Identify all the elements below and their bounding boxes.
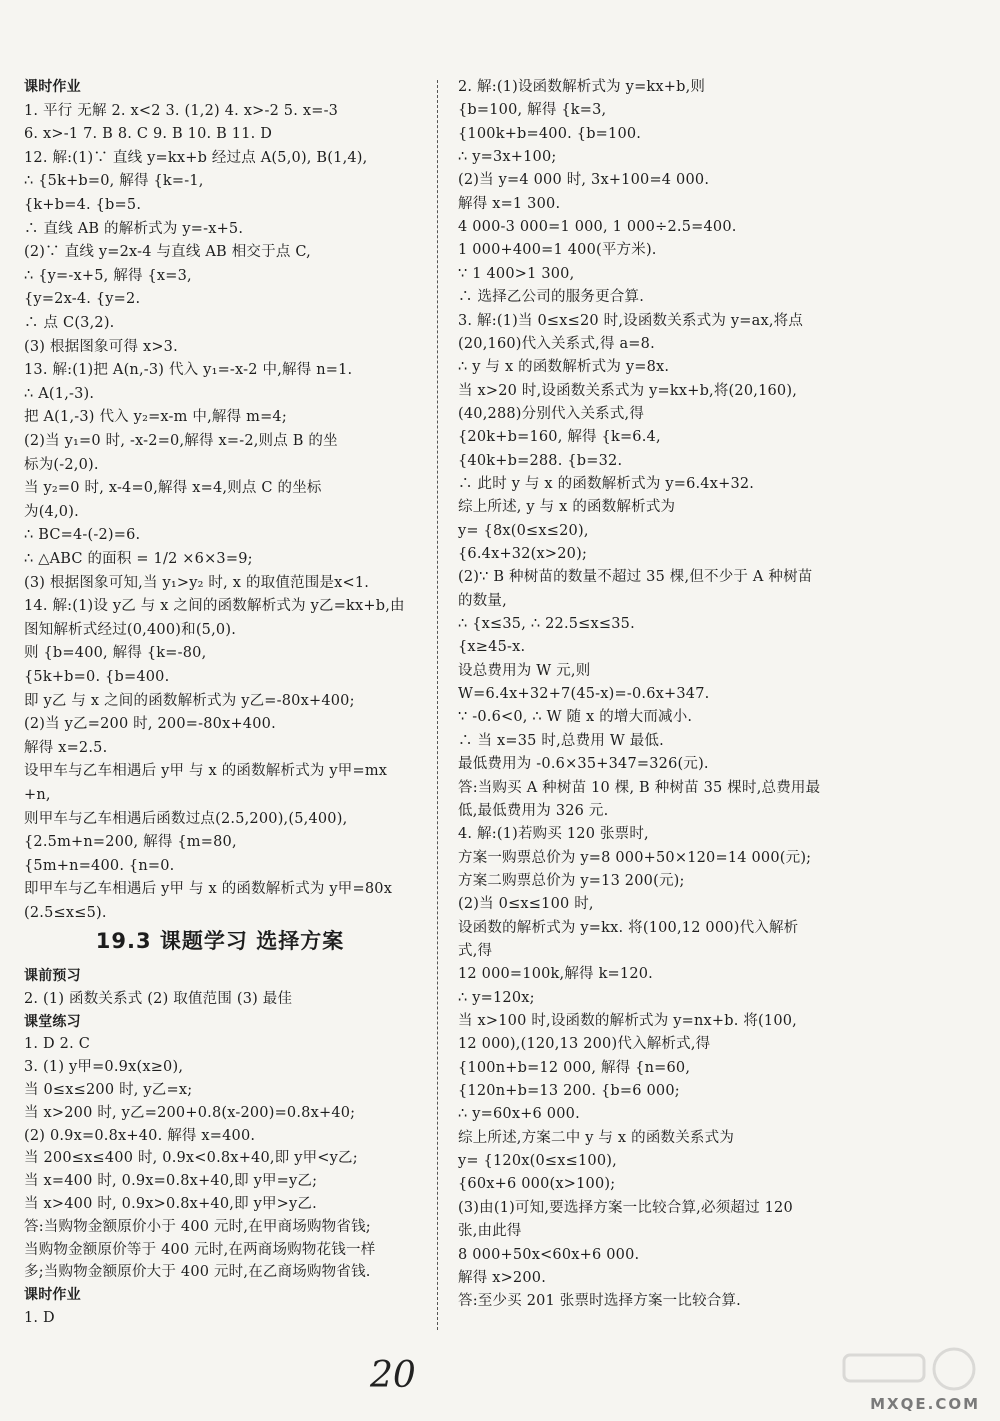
text-line: (2)当 y=4 000 时, 3x+100=4 000. (458, 172, 710, 189)
text-line: ∴ {x≤35, ∴ 22.5≤x≤35. (458, 616, 635, 633)
text-line: 当 x=400 时, 0.9x=0.8x+40,即 y甲=y乙; (24, 1173, 318, 1190)
text-line: ∴ y=60x+6 000. (458, 1106, 580, 1123)
text-line: 设总费用为 W 元,则 (458, 662, 591, 679)
text-line: 解得 x=2.5. (24, 739, 108, 756)
text-line: 3. (1) y甲=0.9x(x≥0), (24, 1059, 184, 1076)
text-line: 设甲车与乙车相遇后 y甲 与 x 的函数解析式为 y甲=mx (24, 763, 388, 780)
section-label: 课时作业 (24, 79, 81, 95)
text-line: 4. 解:(1)若购买 120 张票时, (458, 826, 649, 843)
text-line: ∴ {5k+b=0, 解得 {k=-1, (24, 173, 204, 190)
text-line: 综上所述,方案二中 y 与 x 的函数关系式为 (458, 1129, 735, 1146)
text-line: 当购物金额原价等于 400 元时,在两商场购物花钱一样 (24, 1241, 376, 1258)
text-line: 2. (1) 函数关系式 (2) 取值范围 (3) 最佳 (24, 990, 293, 1007)
text-line: ∴ A(1,-3). (24, 385, 95, 402)
text-line: (2.5≤x≤5). (24, 905, 107, 921)
text-line: {120n+b=13 200. {b=6 000; (458, 1083, 680, 1100)
text-line: 2. 解:(1)设函数解析式为 y=kx+b,则 (458, 79, 706, 95)
text-line: 则甲车与乙车相遇后函数过点(2.5,200),(5,400), (24, 810, 348, 827)
text-line: 1. D (24, 1310, 55, 1326)
text-line: 综上所述, y 与 x 的函数解析式为 (458, 499, 676, 516)
page-number: 20 (370, 1355, 416, 1396)
text-line: 解得 x>200. (458, 1269, 547, 1286)
text-line: 解得 x=1 300. (458, 195, 561, 212)
text-line: ∴ 选择乙公司的服务更合算. (458, 289, 645, 306)
text-line: 当 x>200 时, y乙=200+0.8(x-200)=0.8x+40; (24, 1104, 356, 1121)
text-line: 即 y乙 与 x 之间的函数解析式为 y乙=-80x+400; (24, 692, 355, 709)
text-line: (2)当 0≤x≤100 时, (458, 896, 594, 913)
text-line: {100n+b=12 000, 解得 {n=60, (458, 1059, 691, 1076)
text-line: W=6.4x+32+7(45-x)=-0.6x+347. (458, 686, 710, 703)
section-heading: 19.3 课题学习 选择方案 (95, 929, 345, 953)
text-line: ∴ {y=-x+5, 解得 {x=3, (24, 267, 192, 284)
text-line: 14. 解:(1)设 y乙 与 x 之间的函数解析式为 y乙=kx+b,由 (24, 598, 405, 615)
text-line: 12 000=100k,解得 k=120. (458, 966, 653, 983)
text-line: 最低费用为 -0.6×35+347=326(元). (458, 756, 709, 773)
text-line: ∴ △ABC 的面积 = 1/2 ×6×3=9; (24, 551, 253, 567)
text-line: {5k+b=0. {b=400. (24, 669, 170, 685)
text-line: 当 x>100 时,设函数的解析式为 y=nx+b. 将(100, (458, 1013, 797, 1029)
text-line: 当 200≤x≤400 时, 0.9x<0.8x+40,即 y甲<y乙; (24, 1150, 358, 1167)
text-line: 1 000+400=1 400(平方米). (458, 242, 657, 259)
text-line: (2) 0.9x=0.8x+40. 解得 x=400. (24, 1127, 256, 1144)
text-line: 把 A(1,-3) 代入 y₂=x-m 中,解得 m=4; (24, 409, 287, 426)
text-line: (2)当 y乙=200 时, 200=-80x+400. (24, 716, 276, 733)
text-line: 当 0≤x≤200 时, y乙=x; (24, 1082, 193, 1098)
text-line: {y=2x-4. {y=2. (24, 291, 141, 308)
text-line: 方案一购票总价为 y=8 000+50×120=14 000(元); (458, 849, 812, 866)
text-line: {6.4x+32(x>20); (458, 546, 588, 562)
section-label: 课堂练习 (24, 1013, 81, 1030)
section-label: 课时作业 (24, 1287, 81, 1304)
section-label: 课前预习 (24, 968, 81, 984)
watermark-text: MXQE.COM (870, 1395, 980, 1413)
text-line: 1. 平行 无解 2. x<2 3. (1,2) 4. x>-2 5. x=-3 (24, 102, 339, 119)
text-line: (3) 根据图象可知,当 y₁>y₂ 时, x 的取值范围是x<1. (24, 574, 370, 591)
text-line: {5m+n=400. {n=0. (24, 857, 175, 874)
text-line: 1. D 2. C (24, 1036, 91, 1053)
text-line: (2)当 y₁=0 时, -x-2=0,解得 x=-2,则点 B 的坐 (24, 433, 338, 449)
text-line: {60x+6 000(x>100); (458, 1176, 616, 1193)
text-line: 4 000-3 000=1 000, 1 000÷2.5=400. (458, 219, 737, 236)
text-line: (2)∵ 直线 y=2x-4 与直线 AB 相交于点 C, (24, 244, 311, 261)
text-line: (2)∵ B 种树苗的数量不超过 35 棵,但不少于 A 种树苗 (458, 569, 813, 586)
text-line: 标为(-2,0). (24, 456, 99, 473)
text-line: 图知解析式经过(0,400)和(5,0). (24, 621, 237, 638)
text-line: {20k+b=160, 解得 {k=6.4, (458, 429, 661, 446)
text-line: 的数量, (458, 592, 507, 609)
text-line: 式,得 (458, 942, 493, 959)
text-line: 8 000+50x<60x+6 000. (458, 1246, 640, 1263)
text-line: (3) 根据图象可得 x>3. (24, 338, 178, 355)
text-line: 答:至少买 201 张票时选择方案一比较合算. (458, 1293, 741, 1310)
text-line: 当 y₂=0 时, x-4=0,解得 x=4,则点 C 的坐标 (24, 480, 322, 497)
text-line: 答:当购买 A 种树苗 10 棵, B 种树苗 35 棵时,总费用最 (458, 779, 821, 796)
column-divider (437, 80, 438, 1330)
text-line: 13. 解:(1)把 A(n,-3) 代入 y₁=-x-2 中,解得 n=1. (24, 362, 353, 379)
text-line: ∴ BC=4-(-2)=6. (24, 527, 141, 544)
text-line: 低,最低费用为 326 元. (458, 802, 609, 819)
text-line: ∴ 当 x=35 时,总费用 W 最低. (458, 732, 664, 749)
text-line: ∴ y=120x; (458, 989, 535, 1006)
text-line: ∴ y=3x+100; (458, 149, 557, 166)
text-line: 答:当购物金额原价小于 400 元时,在甲商场购物省钱; (24, 1218, 371, 1235)
text-line: 6. x>-1 7. B 8. C 9. B 10. B 11. D (24, 126, 273, 143)
text-line: y= {120x(0≤x≤100), (458, 1153, 617, 1170)
text-line: 当 x>400 时, 0.9x>0.8x+40,即 y甲>y乙. (24, 1196, 317, 1212)
text-line: 当 x>20 时,设函数关系式为 y=kx+b,将(20,160), (458, 382, 798, 399)
text-line: {k+b=4. {b=5. (24, 197, 142, 213)
text-line: 张,由此得 (458, 1223, 522, 1240)
text-line: 12. 解:(1)∵ 直线 y=kx+b 经过点 A(5,0), B(1,4), (24, 149, 368, 166)
text-line: (20,160)代入关系式,得 a=8. (458, 335, 655, 352)
text-line: ∴ 直线 AB 的解析式为 y=-x+5. (24, 220, 244, 237)
text-line: 12 000),(120,13 200)代入解析式,得 (458, 1036, 711, 1053)
text-line: {100k+b=400. {b=100. (458, 125, 642, 142)
text-line: 3. 解:(1)当 0≤x≤20 时,设函数关系式为 y=ax,将点 (458, 312, 804, 329)
text-line: 即甲车与乙车相遇后 y甲 与 x 的函数解析式为 y甲=80x (24, 881, 393, 898)
text-line: 设函数的解析式为 y=kx. 将(100,12 000)代入解析 (458, 919, 799, 936)
text-line: y= {8x(0≤x≤20), (458, 522, 589, 539)
text-line: {b=100, 解得 {k=3, (458, 102, 607, 119)
text-line: (40,288)分别代入关系式,得 (458, 405, 645, 422)
text-line: (3)由(1)可知,要选择方案一比较合算,必须超过 120 (458, 1199, 793, 1216)
text-line: ∵ -0.6<0, ∴ W 随 x 的增大而减小. (458, 709, 693, 726)
text-line: ∴ y 与 x 的函数解析式为 y=8x. (458, 359, 670, 376)
text-line: ∴ 点 C(3,2). (24, 315, 115, 331)
text-line: 多;当购物金额原价大于 400 元时,在乙商场购物省钱. (24, 1264, 371, 1281)
text-line: +n, (24, 787, 51, 803)
text-line: 方案二购票总价为 y=13 200(元); (458, 872, 685, 889)
text-line: {2.5m+n=200, 解得 {m=80, (24, 834, 237, 851)
text-line: {40k+b=288. {b=32. (458, 452, 623, 469)
text-line: ∵ 1 400>1 300, (458, 265, 575, 282)
text-line: {x≥45-x. (458, 639, 526, 656)
text-line: ∴ 此时 y 与 x 的函数解析式为 y=6.4x+32. (458, 475, 755, 492)
text-line: 则 {b=400, 解得 {k=-80, (24, 645, 207, 662)
text-line: 为(4,0). (24, 503, 79, 520)
